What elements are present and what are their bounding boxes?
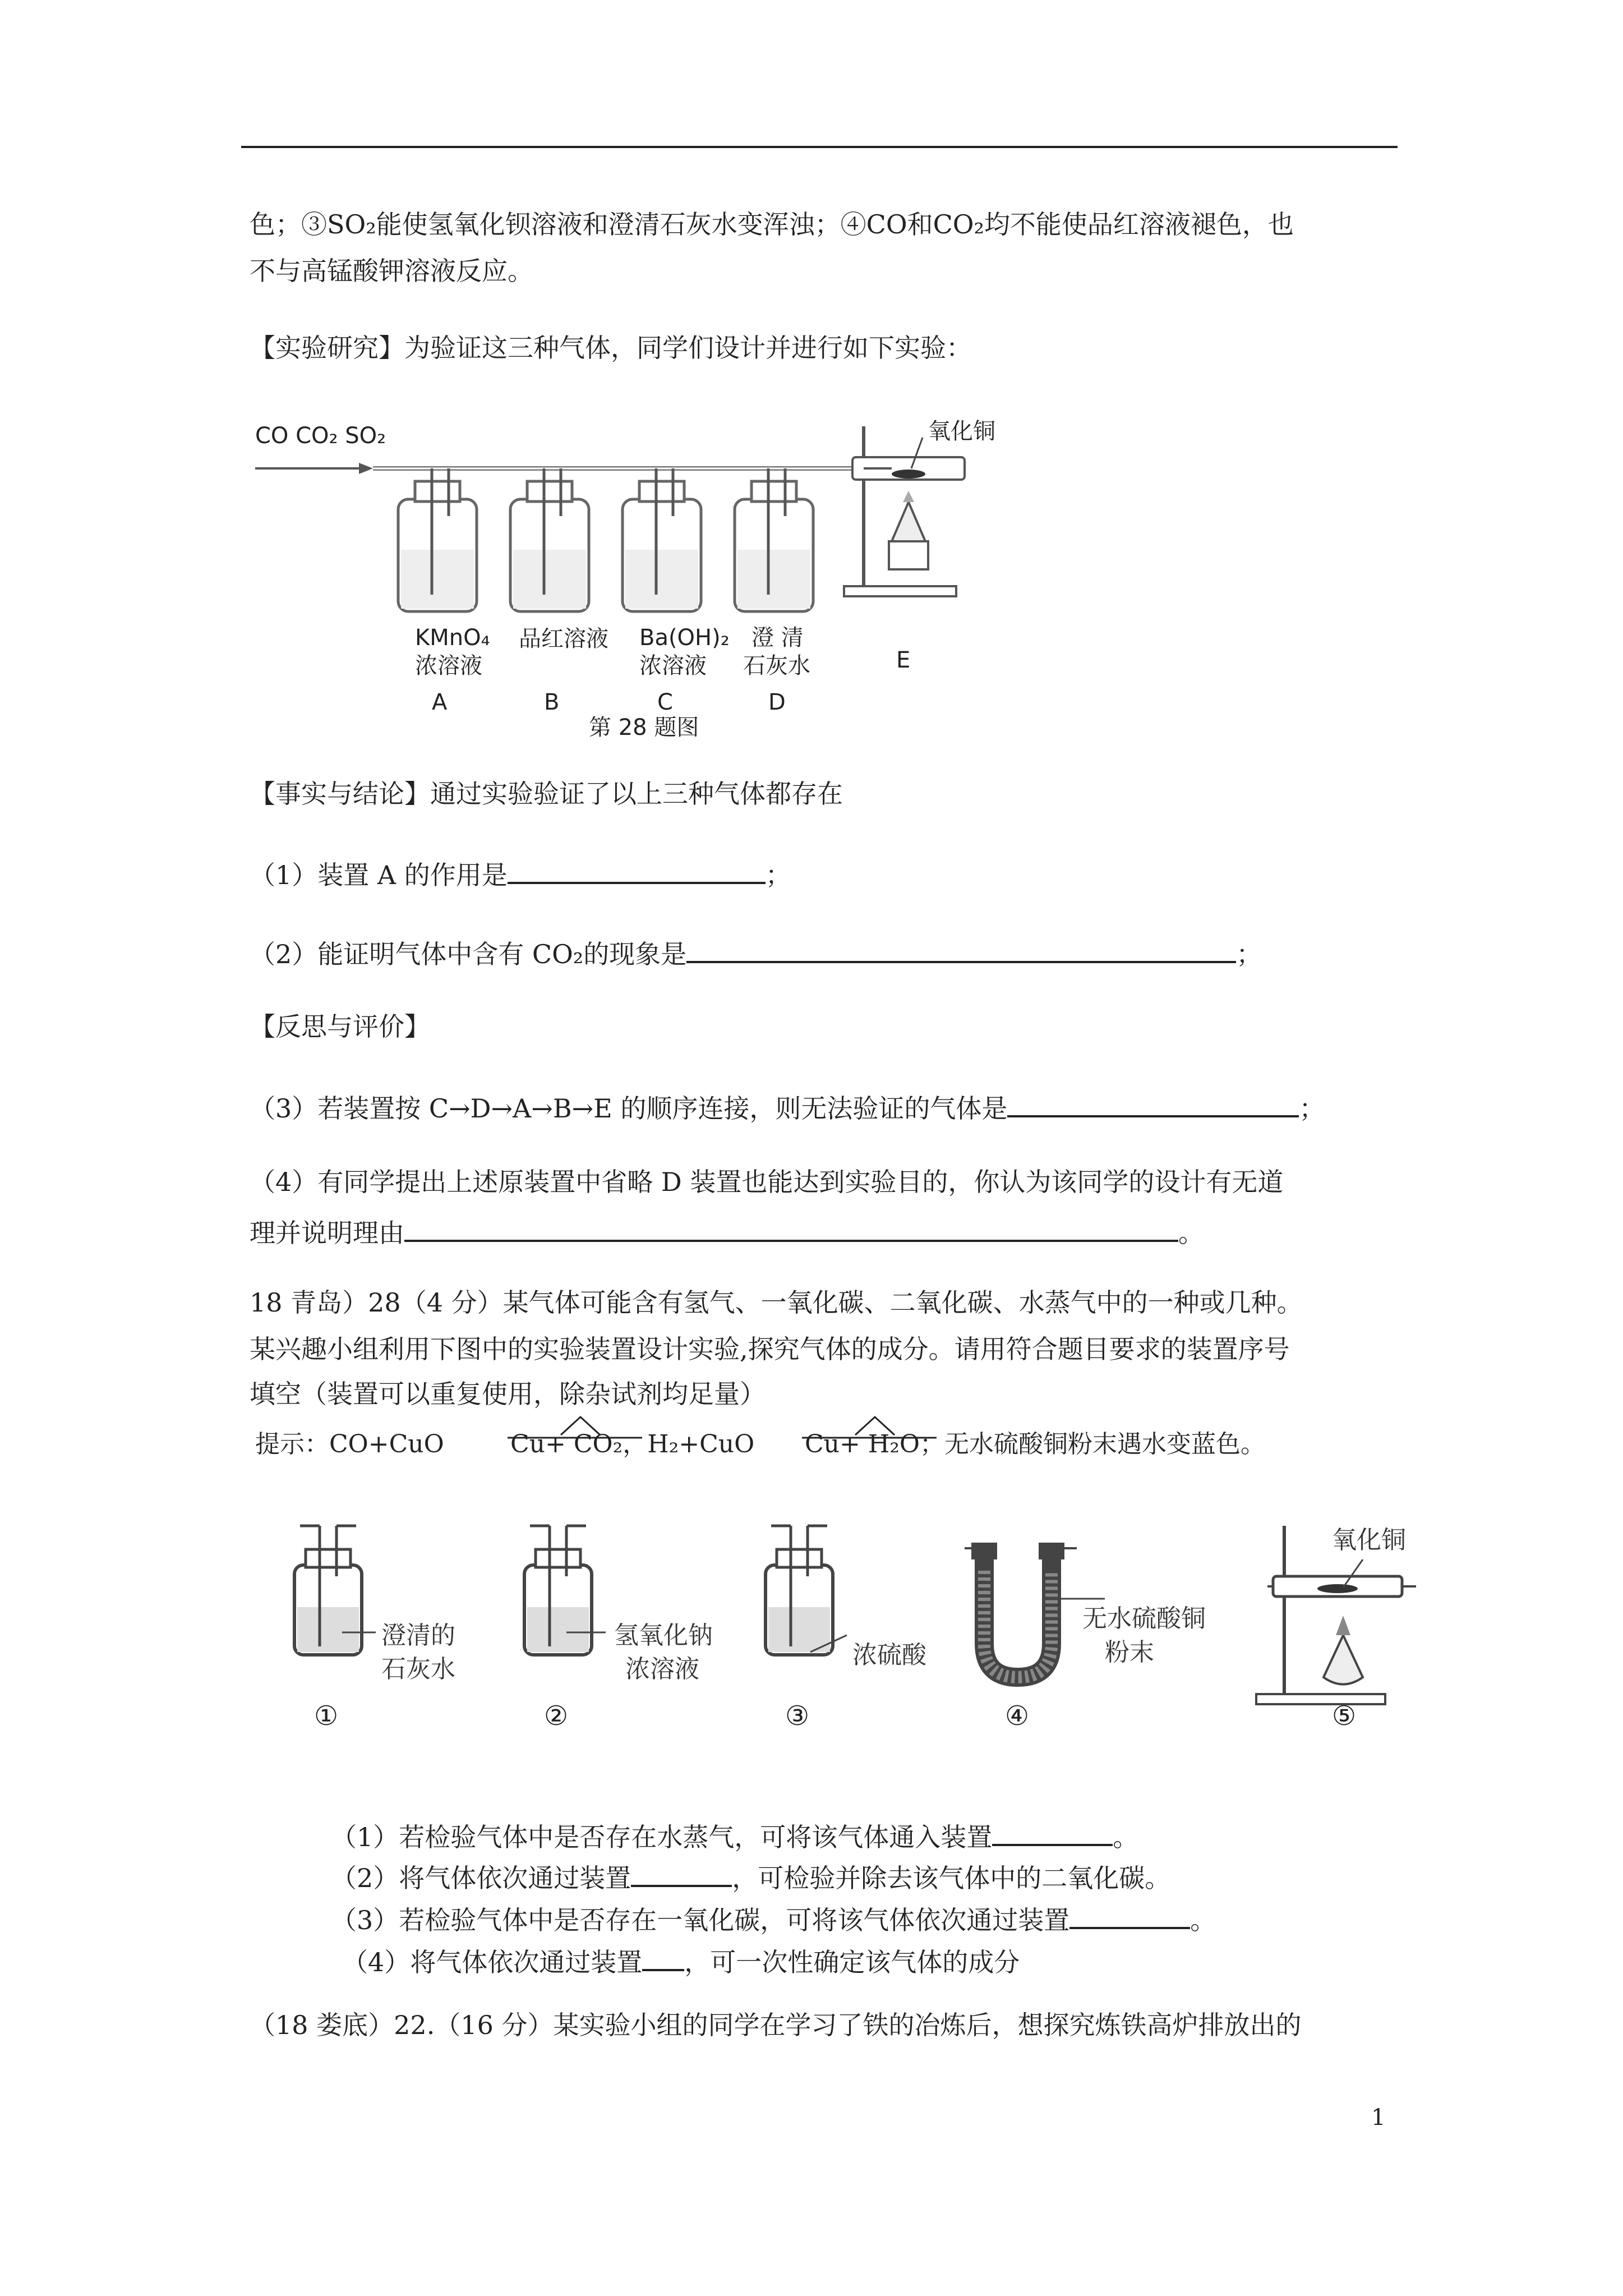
header-rule (241, 146, 1398, 148)
bottle-C-label-2: 浓溶液 (639, 653, 707, 679)
heat-arrow-1 (508, 1412, 653, 1441)
p2-question-2-punct: ，可检验并除去该气体中的二氧化碳。 (732, 1863, 1171, 1893)
problem-2-line-3: 填空（装置可以重复使用，除杂试剂均足量） (250, 1379, 766, 1409)
copper-oxide-label: 氧化铜 (928, 418, 995, 444)
bottle-C-letter: C (657, 689, 673, 715)
figure-1-caption: 第 28 题图 (589, 715, 699, 740)
device-4-number: ④ (1005, 1700, 1030, 1732)
device-2-label-2: 浓溶液 (625, 1655, 699, 1683)
bottle-B (510, 468, 589, 611)
bottle-C (623, 468, 701, 611)
p2-question-4 (342, 1941, 1020, 1979)
question-1 (250, 854, 791, 892)
device-3-label-1: 浓硫酸 (852, 1641, 926, 1669)
device-4-label-2: 粉末 (1105, 1638, 1154, 1667)
p2-question-3-text: （3）若检验气体中是否存在一氧化碳，可将该气体依次通过装置 (331, 1905, 1070, 1935)
question-3-punct: ； (1299, 1093, 1325, 1124)
problem-3-line-1: （18 娄底）22.（16 分）某实验小组的同学在学习了铁的冶炼后，想探究炼铁高炉排放出的 (250, 2010, 1302, 2040)
p2-answer-blank-3[interactable] (1069, 1899, 1190, 1929)
gas-label: CO CO₂ SO₂ (255, 423, 386, 449)
p2-answer-blank-1[interactable] (992, 1816, 1113, 1846)
device-5-number: ⑤ (1332, 1700, 1357, 1732)
p2-question-3 (331, 1899, 1216, 1937)
question-3-text: （3）若装置按 C→D→A→B→E 的顺序连接，则无法验证的气体是 (250, 1093, 1008, 1124)
bottle-C-label-1: Ba(OH)₂ (639, 625, 730, 651)
device-3 (766, 1526, 847, 1655)
intro-line-2: 不与高锰酸钾溶液反应。 (250, 256, 533, 286)
apparatus-E (844, 418, 995, 596)
question-2-punct: ； (1236, 939, 1262, 969)
device-1-number: ① (314, 1700, 339, 1732)
problem-2-line-2: 某兴趣小组利用下图中的实验装置设计实验,探究气体的成分。请用符合题目要求的装置序号 (250, 1334, 1290, 1364)
question-1-punct: ； (765, 860, 791, 890)
bottle-B-letter: B (544, 689, 560, 715)
hint-products-1: Cu+ CO₂，H₂+CuO (510, 1430, 755, 1458)
device-1 (294, 1526, 376, 1655)
device-5-label-1: 氧化铜 (1332, 1526, 1406, 1554)
device-1-label-1: 澄清的 (381, 1621, 455, 1650)
hint-prefix: 提示：CO+CuO (255, 1430, 444, 1458)
bottle-D-label-1: 澄 清 (751, 625, 804, 651)
p2-question-4-punct: ，可一次性确定该气体的成分 (684, 1947, 1020, 1977)
device-3-number: ③ (785, 1700, 810, 1732)
hint-products-2: Cu+ H₂O；无水硫酸铜粉末遇水变蓝色。 (805, 1430, 1265, 1458)
p2-question-1-punct: 。 (1113, 1822, 1139, 1852)
answer-blank-2[interactable] (686, 933, 1236, 963)
device-2-label-1: 氢氧化钠 (614, 1621, 713, 1650)
question-4-text: 理并说明理由 (250, 1218, 404, 1248)
intro-line-1: 色；③SO₂能使氢氧化钡溶液和澄清石灰水变浑浊；④CO和CO₂均不能使品红溶液褪色，也 (250, 209, 1294, 240)
p2-question-3-punct: 。 (1190, 1905, 1216, 1935)
question-1-text: （1）装置 A 的作用是 (250, 860, 508, 890)
question-4-line-1: （4）有同学提出上述原装置中省略 D 装置也能达到实验目的，你认为该同学的设计有无道 (250, 1167, 1284, 1197)
research-heading: 【实验研究】为验证这三种气体，同学们设计并进行如下实验： (250, 333, 972, 363)
bottle-A-label-1: KMnO₄ (415, 625, 490, 651)
answer-blank-3[interactable] (1007, 1087, 1299, 1117)
p2-question-2-text: （2）将气体依次通过装置 (331, 1863, 631, 1893)
p2-question-2 (331, 1857, 1170, 1895)
p2-answer-blank-4[interactable] (642, 1941, 684, 1971)
p2-question-4-text: （4）将气体依次通过装置 (342, 1947, 643, 1977)
question-2 (250, 933, 1262, 971)
question-3 (250, 1087, 1325, 1125)
device-2 (524, 1526, 606, 1655)
device-1-label-2: 石灰水 (381, 1655, 455, 1683)
bottle-B-label-1: 品红溶液 (519, 626, 608, 652)
device-2-number: ② (544, 1700, 569, 1732)
p2-question-1-text: （1）若检验气体中是否存在水蒸气，可将该气体通入装置 (331, 1822, 993, 1852)
problem-2-line-1: 18 青岛）28（4 分）某气体可能含有氢气、一氧化碳、二氧化碳、水蒸气中的一种或几种。 (250, 1287, 1303, 1318)
apparatus-E-letter: E (896, 647, 911, 673)
question-4-punct: 。 (1178, 1218, 1204, 1248)
page-number: 1 (1371, 2105, 1386, 2131)
answer-blank-1[interactable] (508, 854, 766, 884)
device-4-label-1: 无水硫酸铜 (1082, 1604, 1206, 1633)
bottle-D-letter: D (768, 689, 786, 715)
bottle-A-label-2: 浓溶液 (415, 653, 482, 679)
question-2-text: （2）能证明气体中含有 CO₂的现象是 (250, 939, 687, 969)
bottle-D-label-2: 石灰水 (743, 653, 810, 679)
experiment-figure-1 (247, 404, 1015, 740)
bottle-D (735, 468, 813, 611)
conclusion-heading: 【事实与结论】通过实验验证了以上三种气体都存在 (250, 779, 843, 809)
p2-answer-blank-2[interactable] (631, 1857, 732, 1887)
question-4-line-2 (250, 1212, 1204, 1250)
answer-blank-4[interactable] (404, 1212, 1178, 1242)
experiment-figure-2 (264, 1515, 1424, 1761)
bottle-A-letter: A (432, 689, 448, 715)
p2-question-1 (331, 1816, 1138, 1854)
bottle-A (398, 468, 477, 611)
reflection-heading: 【反思与评价】 (250, 1011, 430, 1042)
heat-arrow-2 (802, 1412, 948, 1441)
